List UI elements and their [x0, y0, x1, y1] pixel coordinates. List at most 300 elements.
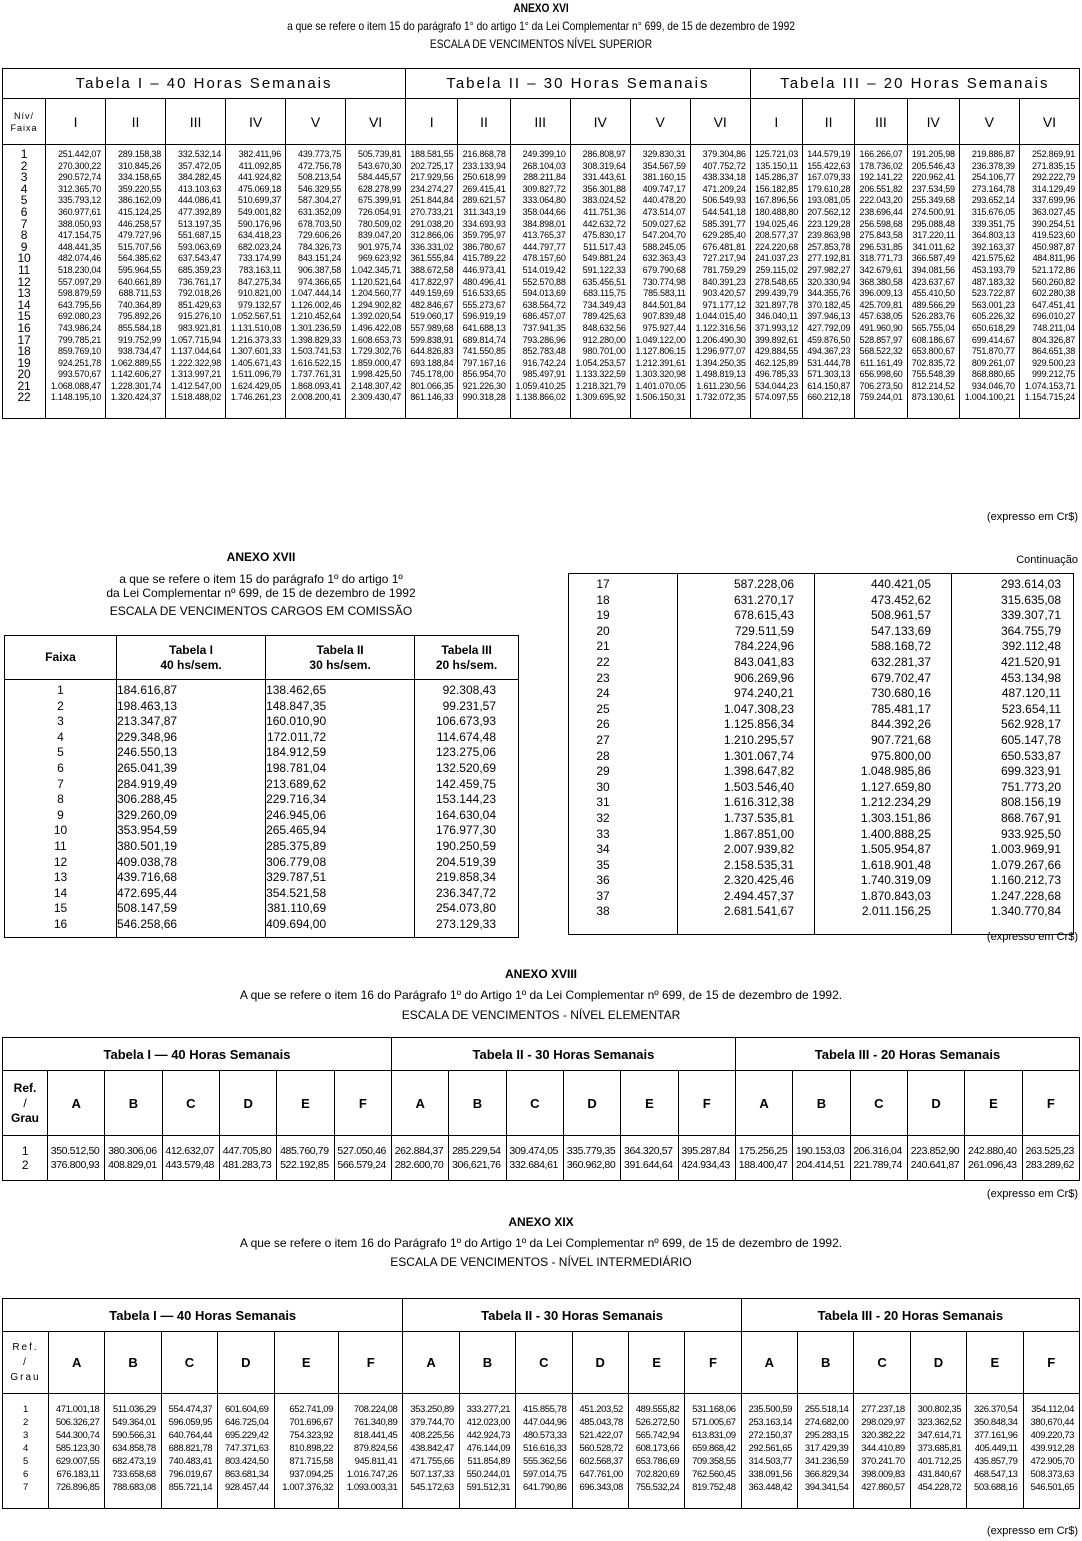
value-cell: 451.203,52	[572, 1394, 628, 1417]
value-cell: 595.964,55	[106, 265, 166, 277]
column-header: A	[741, 1332, 797, 1394]
value-cell: 693.188,84	[406, 358, 458, 370]
value-cell: 1.047.444,14	[286, 288, 346, 300]
value-cell: 339.307,71	[952, 608, 1074, 624]
value-cell: 971.177,12	[690, 300, 750, 312]
value-cell: 1.133.322,59	[570, 369, 630, 381]
value-cell: 650.618,29	[959, 323, 1019, 335]
value-cell: 1.047.308,23	[678, 702, 815, 718]
group-header-tabela-2: Tabela II - 30 Horas Semanais	[391, 1038, 735, 1071]
value-cell: 1.294.902,82	[346, 300, 406, 312]
value-cell: 391.644,64	[621, 1158, 678, 1181]
value-cell: 780.509,02	[346, 219, 406, 231]
value-cell: 686.457,07	[510, 311, 570, 323]
value-cell: 241.037,23	[750, 253, 802, 265]
value-cell: 1.320.424,37	[106, 392, 166, 418]
column-header: I	[46, 99, 106, 145]
value-cell: 682.473,19	[105, 1455, 161, 1468]
value-cell: 585.123,30	[49, 1442, 105, 1455]
table-row	[3, 300, 1080, 312]
value-cell: 795.892,26	[106, 311, 166, 323]
value-cell: 480.496,41	[458, 277, 510, 289]
faixa-cell: 1	[5, 680, 117, 699]
column-header: C	[162, 1071, 219, 1136]
column-header: A	[49, 1332, 105, 1394]
value-cell: 906.269,96	[678, 671, 815, 687]
value-cell: 938.734,47	[106, 346, 166, 358]
value-cell: 221.789,74	[850, 1158, 907, 1181]
value-cell: 411.092,85	[226, 161, 286, 173]
value-cell: 1.004.100,21	[959, 392, 1019, 418]
value-cell: 229.348,96	[117, 730, 266, 746]
value-cell: 250.618,99	[458, 172, 510, 184]
table-row	[3, 1481, 1080, 1509]
value-cell: 675.399,91	[346, 195, 406, 207]
value-cell: 421.575,62	[959, 253, 1019, 265]
value-cell: 251.844,84	[406, 195, 458, 207]
value-cell: 380,670,44	[1023, 1416, 1079, 1429]
value-cell: 191.205,98	[907, 145, 959, 161]
value-cell: 476.144,09	[459, 1442, 515, 1455]
value-cell: 166.266,07	[855, 145, 907, 161]
value-cell: 1.210.452,64	[286, 311, 346, 323]
value-cell: 762.560,45	[685, 1468, 741, 1481]
value-cell: 549.001,82	[226, 207, 286, 219]
value-cell: 1.016.747,26	[338, 1468, 402, 1481]
value-cell: 335.793,12	[46, 195, 106, 207]
value-cell: 755.532,24	[628, 1481, 684, 1509]
faixa-cell: 11	[3, 265, 46, 277]
value-cell: 1.120.521,64	[346, 277, 406, 289]
column-header: VI	[346, 99, 406, 145]
value-cell: 291.038,20	[406, 219, 458, 231]
column-header: A	[735, 1071, 792, 1136]
value-cell: 412.023,00	[459, 1416, 515, 1429]
faixa-cell: 30	[569, 780, 678, 796]
value-cell: 508.147,59	[117, 901, 266, 917]
value-cell: 503.688,16	[967, 1481, 1023, 1509]
header-line: 30 hs/sem.	[309, 657, 371, 672]
table-group-header-row	[3, 1299, 1080, 1332]
value-cell: 175.256,25	[735, 1136, 792, 1159]
value-cell: 263.525,23	[1022, 1136, 1079, 1159]
column-header: V	[959, 99, 1019, 145]
faixa-cell: 18	[3, 346, 46, 358]
value-cell: 591.122,33	[570, 265, 630, 277]
table-row	[569, 780, 1074, 796]
value-cell: 549.881,24	[570, 253, 630, 265]
table-row	[3, 1416, 1080, 1429]
value-cell: 1.737.761,31	[286, 369, 346, 381]
value-cell: 863.681,34	[218, 1468, 274, 1481]
anexo-xviii-table-body	[3, 1136, 1080, 1181]
value-cell: 482.846,67	[406, 300, 458, 312]
value-cell: 473.514,07	[630, 207, 690, 219]
value-cell: 516.616,33	[516, 1442, 572, 1455]
value-cell: 679.702,47	[815, 671, 952, 687]
value-cell: 745.178,00	[406, 369, 458, 381]
faixa-cell: 1	[3, 1136, 48, 1159]
value-cell: 443.579,48	[162, 1158, 219, 1181]
table-row	[3, 335, 1080, 347]
column-header: E	[621, 1071, 678, 1136]
value-cell: 485.760,79	[277, 1136, 334, 1159]
column-header-ref-grau	[3, 1071, 48, 1136]
value-cell: 601.604,69	[218, 1394, 274, 1417]
value-cell: 360.977,61	[46, 207, 106, 219]
table-row	[569, 608, 1074, 624]
value-cell: 916.742,24	[510, 358, 570, 370]
value-cell: 980.701,00	[570, 346, 630, 358]
value-cell: 628.278,99	[346, 184, 406, 196]
table-row	[3, 288, 1080, 300]
value-cell: 591.512,31	[459, 1481, 515, 1509]
value-cell: 597.014,75	[516, 1468, 572, 1481]
value-cell: 1.608.653,73	[346, 335, 406, 347]
value-cell: 508.373,63	[1023, 1468, 1079, 1481]
value-cell: 415.789,22	[458, 253, 510, 265]
value-cell: 220.962,41	[907, 172, 959, 184]
value-cell: 611.161,49	[855, 358, 907, 370]
value-cell: 285.375,89	[266, 839, 415, 855]
value-cell: 364.803,13	[959, 230, 1019, 242]
value-cell: 873.130,61	[907, 392, 959, 418]
column-header-tabela-2	[266, 636, 415, 680]
value-cell: 974.240,21	[678, 686, 815, 702]
faixa-cell: 9	[3, 242, 46, 254]
value-cell: 309.474,05	[506, 1136, 563, 1159]
value-cell: 513.197,35	[166, 219, 226, 231]
header-line: Ref.	[12, 1342, 39, 1353]
table-column-header-row	[3, 99, 1080, 145]
value-cell: 346.040,11	[750, 311, 802, 323]
value-cell: 910.821,00	[226, 288, 286, 300]
value-cell: 1.057.715,94	[166, 335, 226, 347]
value-cell: 353.250,89	[403, 1394, 459, 1417]
value-cell: 730.774,98	[630, 277, 690, 289]
value-cell: 751.773,20	[952, 780, 1074, 796]
value-cell: 818.441,45	[338, 1429, 402, 1442]
value-cell: 394.081,56	[907, 265, 959, 277]
value-cell: 336.331,02	[406, 242, 458, 254]
faixa-cell: 2	[3, 1416, 49, 1429]
value-cell: 635.456,51	[570, 277, 630, 289]
value-cell: 354.567,59	[630, 161, 690, 173]
anexo-xvii-table	[4, 635, 519, 938]
value-cell: 1.301.067,74	[678, 749, 815, 765]
value-cell: 594.013,69	[510, 288, 570, 300]
value-cell: 363.448,42	[741, 1481, 797, 1509]
value-cell: 1.093.003,31	[338, 1481, 402, 1509]
value-cell: 544.541,18	[690, 207, 750, 219]
value-cell: 660.212,18	[803, 392, 855, 418]
value-cell: 423.637,67	[907, 277, 959, 289]
value-cell: 1.154.715,24	[1019, 392, 1079, 418]
value-cell: 132.520,69	[415, 761, 519, 777]
value-cell: 1.868.093,41	[286, 381, 346, 393]
value-cell: 310.845,26	[106, 161, 166, 173]
value-cell: 234.274,27	[406, 184, 458, 196]
value-cell: 695.229,42	[218, 1429, 274, 1442]
value-cell: 368.380,58	[855, 277, 907, 289]
value-cell: 788.683,08	[105, 1481, 161, 1509]
value-cell: 1.048.985,86	[815, 764, 952, 780]
value-cell: 653.786,69	[628, 1455, 684, 1468]
value-cell: 265.041,39	[117, 761, 266, 777]
value-cell: 647.451,41	[1019, 300, 1079, 312]
value-cell: 733.658,68	[105, 1468, 161, 1481]
value-cell: 178.736,02	[855, 161, 907, 173]
value-cell: 605.226,32	[959, 311, 1019, 323]
value-cell: 547.204,70	[630, 230, 690, 242]
value-cell: 819.752,48	[685, 1481, 741, 1509]
value-cell: 318.771,73	[855, 253, 907, 265]
value-cell: 843.151,24	[286, 253, 346, 265]
value-cell: 240.641,87	[907, 1158, 964, 1181]
value-cell: 1.228.301,74	[106, 381, 166, 393]
value-cell: 206.316,04	[850, 1136, 907, 1159]
value-cell: 381.110,69	[266, 901, 415, 917]
value-cell: 706.273,50	[855, 381, 907, 393]
value-cell: 315.676,05	[959, 207, 1019, 219]
value-cell: 419.523,60	[1019, 230, 1079, 242]
faixa-cell: 10	[3, 253, 46, 265]
column-header: V	[286, 99, 346, 145]
value-cell: 689.814,74	[458, 335, 510, 347]
faixa-cell: 1	[3, 1394, 49, 1417]
value-cell: 810.898,22	[274, 1442, 338, 1455]
faixa-cell: 3	[5, 714, 117, 730]
column-header: E	[628, 1332, 684, 1394]
value-cell: 1.498.819,13	[690, 369, 750, 381]
value-cell: 2.158.535,31	[678, 858, 815, 874]
value-cell: 740.364,89	[106, 300, 166, 312]
anexo-xvii-heading: ESCALA DE VENCIMENTOS CARGOS EM COMISSÃO	[109, 604, 413, 618]
table-row	[5, 917, 519, 937]
value-cell: 527.050,46	[334, 1136, 391, 1159]
table-row	[569, 717, 1074, 733]
value-cell: 270.733,21	[406, 207, 458, 219]
value-cell: 565.742,94	[628, 1429, 684, 1442]
faixa-cell: 10	[5, 823, 117, 839]
value-cell: 397.946,13	[803, 311, 855, 323]
value-cell: 785.481,17	[815, 702, 952, 718]
table-row	[3, 277, 1080, 289]
table-row	[3, 346, 1080, 358]
column-header: III	[510, 99, 570, 145]
column-header: VI	[690, 99, 750, 145]
faixa-cell: 37	[569, 889, 678, 905]
value-cell: 290.572,74	[46, 172, 106, 184]
value-cell: 384.898,01	[510, 219, 570, 231]
value-cell: 985.497,91	[510, 369, 570, 381]
column-header: C	[161, 1332, 217, 1394]
value-cell: 508.213,54	[286, 172, 346, 184]
value-cell: 347.614,71	[910, 1429, 966, 1442]
value-cell: 678.703,50	[286, 219, 346, 231]
value-cell: 2.008.200,41	[286, 392, 346, 418]
header-line: Grau	[10, 1110, 39, 1125]
value-cell: 613.831,09	[685, 1429, 741, 1442]
value-cell: 468.547,13	[967, 1468, 1023, 1481]
value-cell: 1.148.195,10	[46, 392, 106, 418]
faixa-cell: 11	[5, 839, 117, 855]
value-cell: 485.043,78	[572, 1416, 628, 1429]
value-cell: 602.568,37	[572, 1455, 628, 1468]
value-cell: 293.652,14	[959, 195, 1019, 207]
value-cell: 1.412.547,00	[166, 381, 226, 393]
value-cell: 208.577,37	[750, 230, 802, 242]
value-cell: 229.716,34	[266, 792, 415, 808]
table-row	[3, 1136, 1080, 1159]
value-cell: 678.615,43	[678, 608, 815, 624]
value-cell: 473.452,62	[815, 593, 952, 609]
faixa-cell: 16	[5, 917, 117, 937]
value-cell: 515.707,56	[106, 242, 166, 254]
header-line: Tabela II	[316, 642, 364, 657]
value-cell: 1.496.422,08	[346, 323, 406, 335]
value-cell: 450.987,87	[1019, 242, 1079, 254]
value-cell: 271.835,15	[1019, 161, 1079, 173]
value-cell: 1.746.261,23	[226, 392, 286, 418]
value-cell: 296.531,85	[855, 242, 907, 254]
value-cell: 329.787,51	[266, 870, 415, 886]
value-cell: 363.027,45	[1019, 207, 1079, 219]
column-header: B	[793, 1071, 850, 1136]
table-row	[5, 699, 519, 715]
value-cell: 329.830,31	[630, 145, 690, 161]
value-cell: 285.229,54	[449, 1136, 506, 1159]
value-cell: 688.711,53	[106, 288, 166, 300]
table-row	[3, 1429, 1080, 1442]
column-header: IV	[907, 99, 959, 145]
value-cell: 983.921,81	[166, 323, 226, 335]
value-cell: 547.133,69	[815, 624, 952, 640]
value-cell: 1.394.250,35	[690, 358, 750, 370]
value-cell: 251.442,07	[46, 145, 106, 161]
faixa-cell: 16	[3, 323, 46, 335]
faixa-cell: 23	[569, 671, 678, 687]
value-cell: 409.694,00	[266, 917, 415, 937]
column-header: F	[685, 1332, 741, 1394]
table-row	[569, 889, 1074, 905]
value-cell: 855.721,14	[161, 1481, 217, 1509]
value-cell: 783.163,11	[226, 265, 286, 277]
value-cell: 438.842,47	[403, 1442, 459, 1455]
anexo-xix-heading: ESCALA DE VENCIMENTOS - NÍVEL INTERMEDIÁRIO	[390, 1255, 692, 1269]
value-cell: 270.300,22	[46, 161, 106, 173]
value-cell: 415.124,25	[106, 207, 166, 219]
currency-note: (expresso em Cr$)	[986, 511, 1078, 523]
value-cell: 803.424,50	[218, 1455, 274, 1468]
table-row	[5, 823, 519, 839]
table-row	[5, 886, 519, 902]
value-cell: 568.522,32	[855, 346, 907, 358]
value-cell: 631.352,09	[286, 207, 346, 219]
faixa-cell: 17	[569, 574, 678, 593]
value-cell: 299.439,79	[750, 288, 802, 300]
value-cell: 729.606,26	[286, 230, 346, 242]
value-cell: 462.125,89	[750, 358, 802, 370]
value-cell: 398.009,83	[854, 1468, 910, 1481]
table-row	[569, 749, 1074, 765]
value-cell: 571.303,13	[803, 369, 855, 381]
value-cell: 653.800,67	[907, 346, 959, 358]
value-cell: 306,621,76	[449, 1158, 506, 1181]
value-cell: 138.462,65	[266, 680, 415, 699]
value-cell: 453.193,79	[959, 265, 1019, 277]
value-cell: 320.382,22	[854, 1429, 910, 1442]
value-cell: 475.830,17	[570, 230, 630, 242]
value-cell: 246.945,06	[266, 808, 415, 824]
value-cell: 969.623,92	[346, 253, 406, 265]
value-cell: 1.126.002,46	[286, 300, 346, 312]
value-cell: 364.755,79	[952, 624, 1074, 640]
value-cell: 629.285,40	[690, 230, 750, 242]
group-header-tabela-1: Tabela I – 40 Horas Semanais	[3, 69, 406, 99]
value-cell: 376.800,93	[48, 1158, 105, 1181]
value-cell: 399.892,61	[750, 335, 802, 347]
value-cell: 284.919,49	[117, 777, 266, 793]
table-column-header-row	[3, 1332, 1080, 1394]
value-cell: 421.520,91	[952, 655, 1074, 671]
value-cell: 314.129,49	[1019, 184, 1079, 196]
anexo-xviii-title: ANEXO XVIII	[504, 967, 578, 981]
value-cell: 246.550,13	[117, 745, 266, 761]
value-cell: 373.685,81	[910, 1442, 966, 1455]
column-header: IV	[226, 99, 286, 145]
value-cell: 477.392,89	[166, 207, 226, 219]
value-cell: 261.096,43	[965, 1158, 1022, 1181]
value-cell: 929.500,23	[1019, 358, 1079, 370]
faixa-cell: 12	[3, 277, 46, 289]
value-cell: 222.043,20	[855, 195, 907, 207]
value-cell: 207.562,12	[803, 207, 855, 219]
value-cell: 754.323,92	[274, 1429, 338, 1442]
value-cell: 856.954,70	[458, 369, 510, 381]
table-column-header-row	[5, 636, 519, 680]
value-cell: 1.247.228,68	[952, 889, 1074, 905]
value-cell: 634.858,78	[105, 1442, 161, 1455]
anexo-xvi-subtitle: a que se refere o item 15 do parágrafo 1° do artigo 1° da Lei Complementar n° 699, de 15 de dezembro de 1992	[287, 19, 795, 33]
value-cell: 446.258,57	[106, 219, 166, 231]
faixa-cell: 22	[569, 655, 678, 671]
value-cell: 737.941,35	[510, 323, 570, 335]
value-cell: 292.561,65	[741, 1442, 797, 1455]
column-header: D	[907, 1071, 964, 1136]
value-cell: 202.725,17	[406, 161, 458, 173]
column-header: C	[854, 1332, 910, 1394]
table-row	[3, 358, 1080, 370]
value-cell: 851.429,63	[166, 300, 226, 312]
value-cell: 1.007.376,32	[274, 1481, 338, 1509]
value-cell: 332.532,14	[166, 145, 226, 161]
value-cell: 383.024,52	[570, 195, 630, 207]
value-cell: 528.857,97	[855, 335, 907, 347]
value-cell: 317.429,39	[798, 1442, 854, 1455]
group-header-tabela-3: Tabela III - 20 Horas Semanais	[741, 1299, 1079, 1332]
value-cell: 106.673,93	[415, 714, 519, 730]
value-cell: 1.870.843,03	[815, 889, 952, 905]
value-cell: 289.621,57	[458, 195, 510, 207]
value-cell: 792.018,26	[166, 288, 226, 300]
currency-note: (expresso em Cr$)	[986, 1525, 1078, 1537]
table-row	[3, 265, 1080, 277]
table-row	[5, 870, 519, 886]
value-cell: 708.224,08	[338, 1394, 402, 1417]
value-cell: 277.237,18	[854, 1394, 910, 1417]
value-cell: 518.230,04	[46, 265, 106, 277]
